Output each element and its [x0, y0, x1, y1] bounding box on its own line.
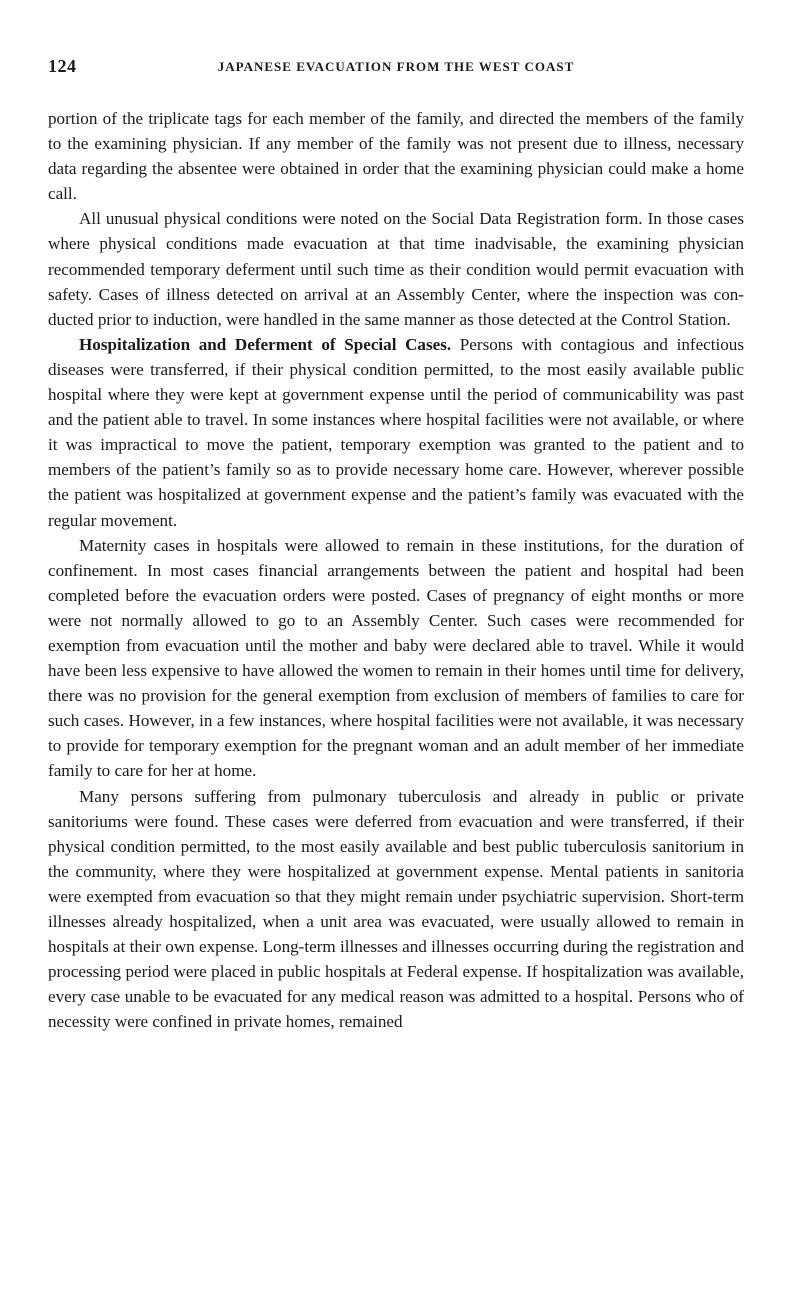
- paragraph-continuation: portion of the triplicate tags for each member of the family, and directed the members of the family to the examining physician. If any member of the family was not present due to illness, necessary data regarding the absentee were obtained in order that the examining physician could make a home call.: [48, 109, 744, 204]
- document-page: [48, 56, 744, 1034]
- running-head: [48, 56, 744, 84]
- section-heading-hospitalization: Hospitalization and Deferment of Special Cases.: [79, 334, 452, 354]
- paragraph-hospitalization-text: Persons with contagious and infectious diseases were transferred, if their physical condition permitted, to the most easily available public hospital where they were kept at government expense until the period of communicability was past and the patient able to travel. In some instances where hospital facilities were not available, or where it was impractical to move the patient, temporary exemption was granted to the patient and to members of the patient’s family so as to provide necessary home care. However, wherever possible the patient was hospitalized at government expense and the patient’s family was evacuated with the regular movement.: [48, 334, 744, 530]
- paragraph-maternity: Maternity cases in hospitals were allowed to remain in these institutions, for the duration of confinement. In most cases financial arrangements between the patient and hospital had been completed before the evacuation orders were posted. Cases of pregnancy of eight months or more were not normally allowed to go to an Assembly Center. Such cases were recommended for exemption from evacuation until the mother and baby were declared able to travel. While it would have been less expensive to have allowed the women to remain in their homes until time for delivery, there was no provision for the general exemption from exclusion of members of families to care for such cases. However, in a few instances, where hospital facilities were not available, it was necessary to provide for temporary exemption for the pregnant woman and an adult member of her immediate family to care for her at home.: [48, 535, 744, 781]
- paragraph-tuberculosis: Many persons suffering from pulmonary tuberculosis and already in public or private sanitoriums were found. These cases were deferred from evacuation and were transferred, if their physical condition permitted, to the most easily available and best public tuberculosis sanitorium in the community, where they were hospitalized at government expense. Mental patients in sanitoria were exempted from evacuation so that they might remain under psychiatric supervision. Short-term illnesses already hospitalized, when a unit area was evacuated, were usually allowed to remain in hospitals at their own expense. Long-term illnesses and illnesses occurring during the registration and processing period were placed in public hospitals at Federal expense. If hospitalization was available, every case unable to be evacuated for any medical reason was admitted to a hospital. Persons who of necessity were confined in private homes, remained: [48, 786, 744, 1032]
- paragraph-unusual-conditions: All unusual physical conditions were noted on the Social Data Registration form. In those cases where physical conditions made evacuation at that time inadvisable, the examining physician recommended temporary deferment until such time as their condition would permit evacuation with safety. Cases of illness detected on arrival at an Assembly Center, where the inspection was conducted prior to induction, were handled in the same manner as those detected at the Control Station.: [48, 209, 744, 329]
- paragraph-hospitalization: [48, 332, 744, 533]
- body-text: [48, 106, 744, 1034]
- page-number: 124: [48, 56, 77, 76]
- running-title: JAPANESE EVACUATION FROM THE WEST COAST: [217, 59, 575, 74]
